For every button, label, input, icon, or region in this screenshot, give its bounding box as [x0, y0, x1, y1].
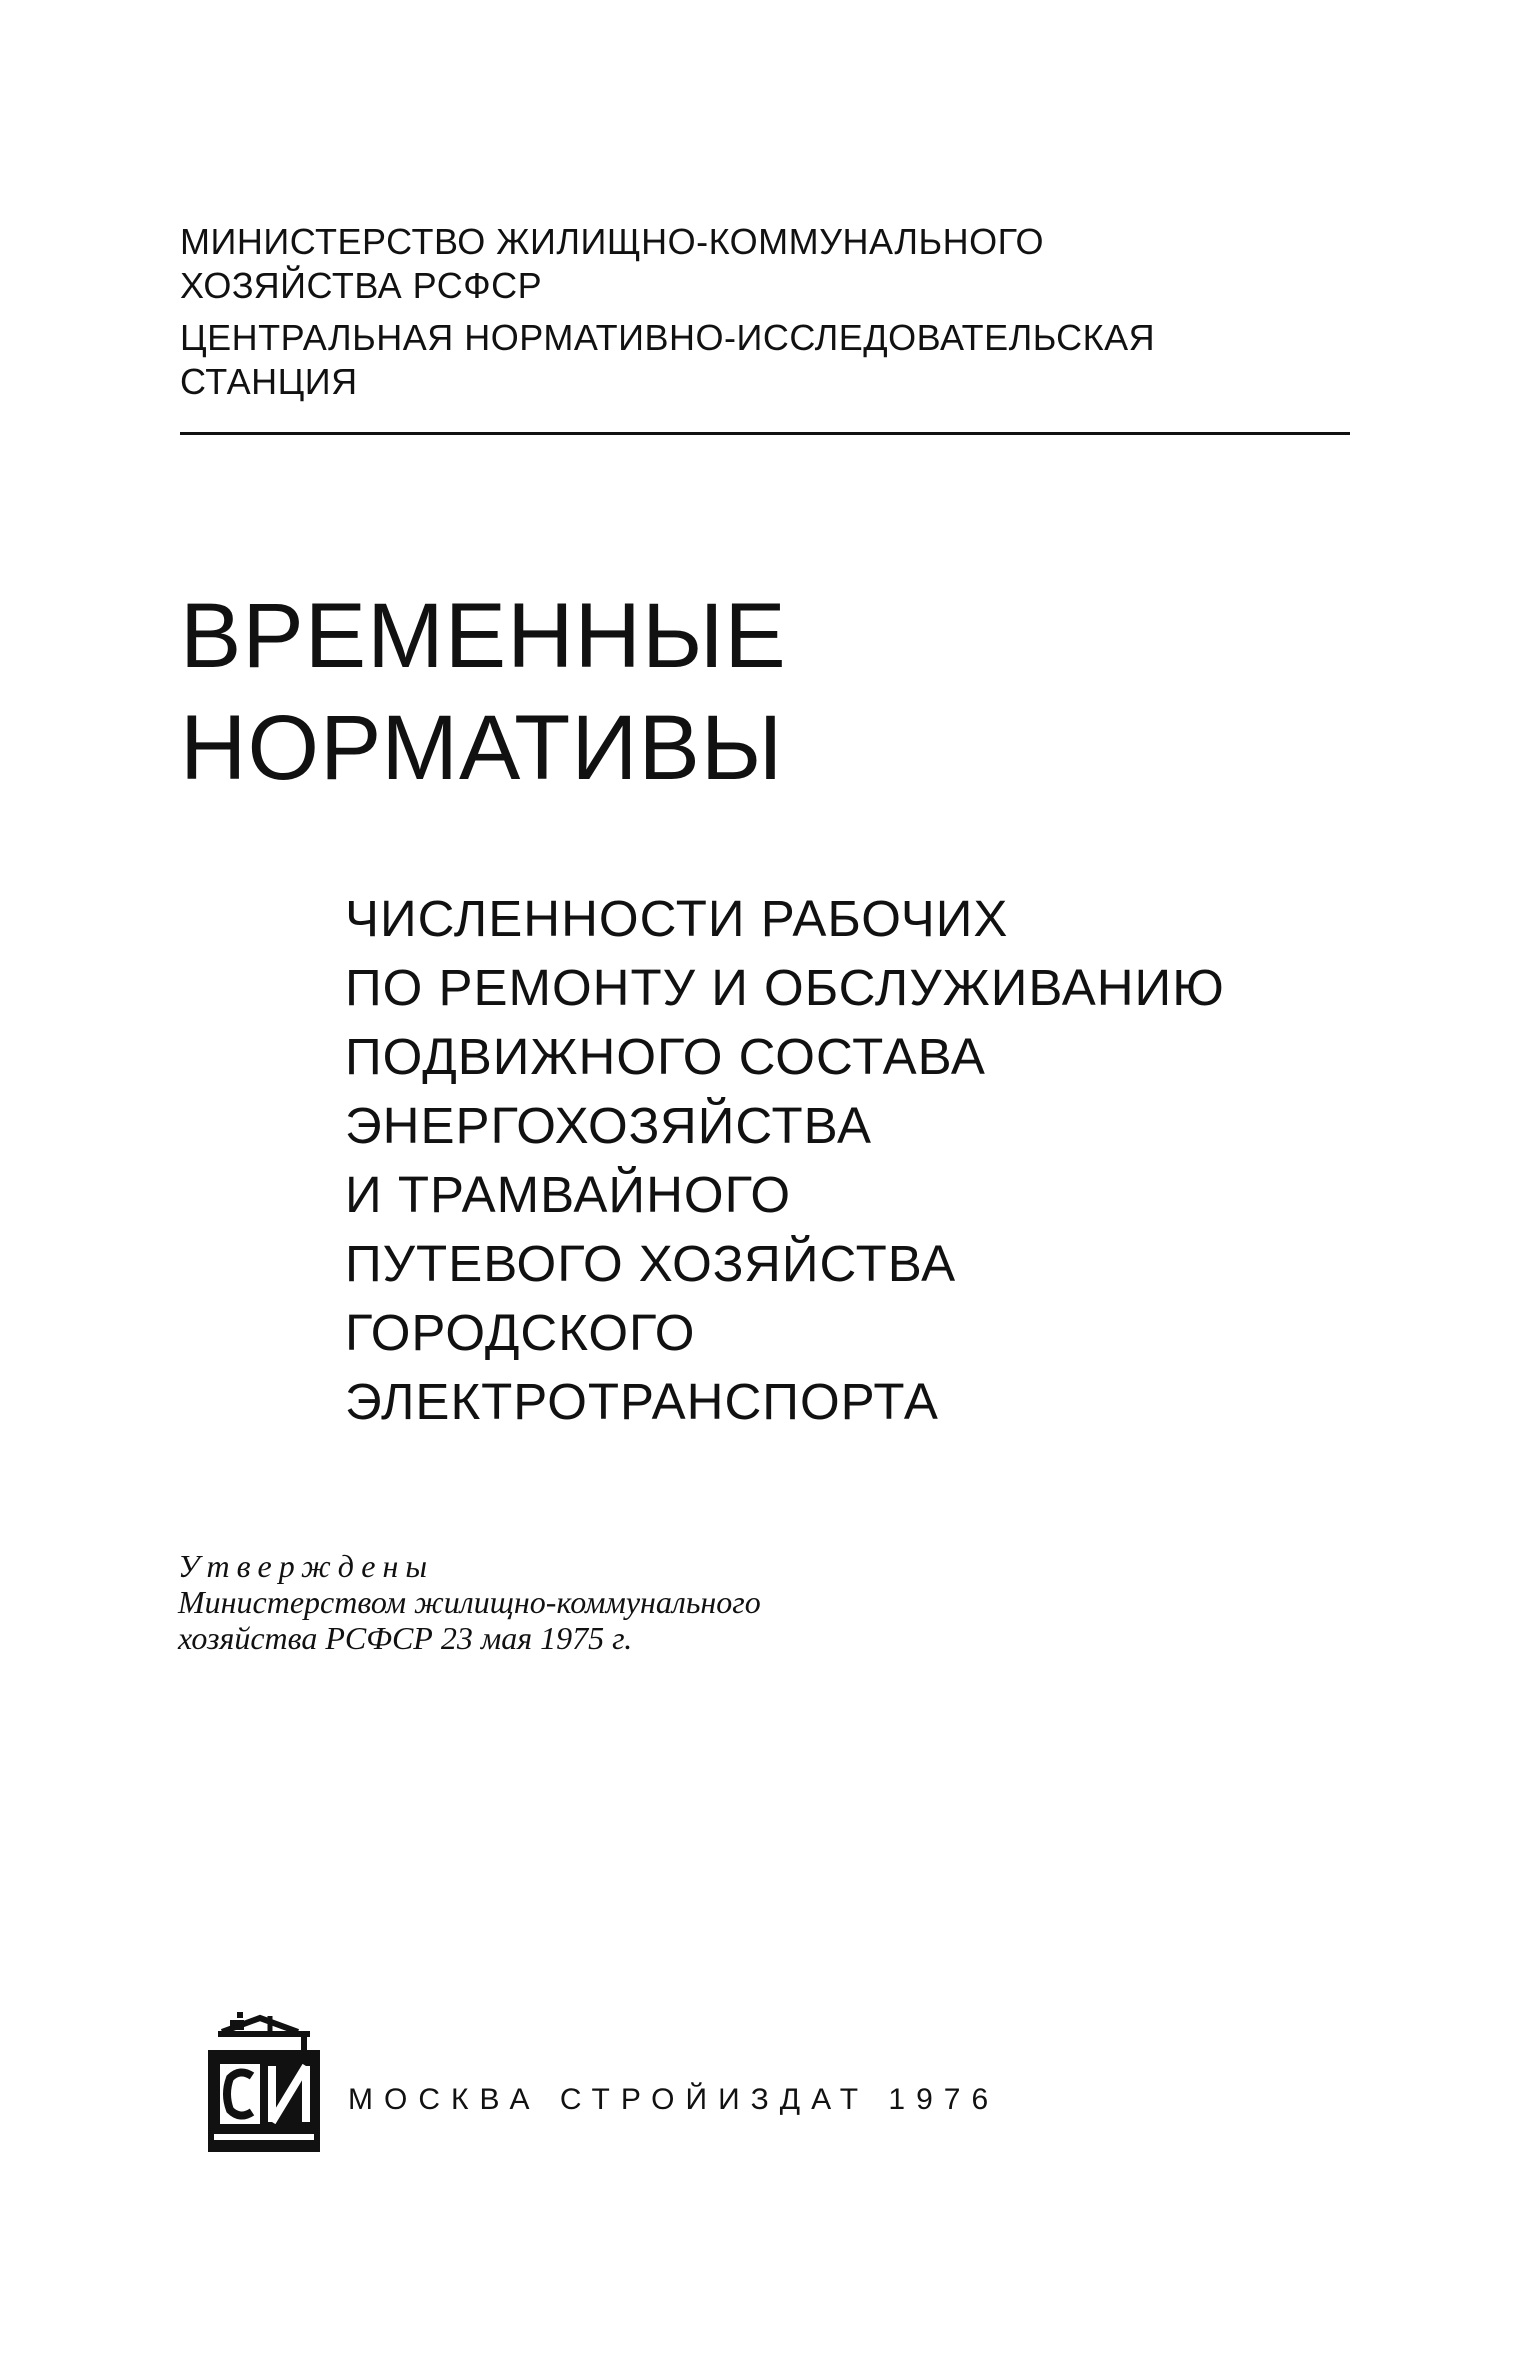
ministry-name [180, 220, 1350, 308]
subtitle-line: И ТРАМВАЙНОГО [345, 1166, 792, 1223]
subtitle-line: ЭЛЕКТРОТРАНСПОРТА [345, 1373, 939, 1430]
subtitle-line: ГОРОДСКОГО [345, 1304, 696, 1361]
subtitle-line: ПУТЕВОГО ХОЗЯЙСТВА [345, 1235, 957, 1292]
title-line: НОРМАТИВЫ [180, 697, 784, 799]
station-line: ЦЕНТРАЛЬНАЯ НОРМАТИВНО-ИССЛЕДОВАТЕЛЬСКАЯ [180, 317, 1156, 358]
station-name [180, 316, 1350, 404]
ministry-line: ХОЗЯЙСТВА РСФСР [180, 265, 543, 306]
issuing-organization [180, 220, 1350, 412]
publisher-imprint [200, 2010, 1100, 2160]
subtitle-line: ПО РЕМОНТУ И ОБСЛУЖИВАНИЮ [345, 959, 1225, 1016]
header-divider [180, 432, 1350, 435]
approval-line: хозяйства РСФСР 23 мая 1975 г. [178, 1620, 633, 1656]
document-subtitle [345, 884, 1225, 1436]
approval-line: Министерством жилищно-коммунального [178, 1584, 761, 1620]
stroyizdat-logo-icon [200, 2010, 328, 2160]
document-title [180, 580, 787, 804]
subtitle-line: ЭНЕРГОХОЗЯЙСТВА [345, 1097, 872, 1154]
title-line: ВРЕМЕННЫЕ [180, 585, 787, 687]
approval-note [178, 1548, 761, 1656]
imprint-text: МОСКВА СТРОЙИЗДАТ 1976 [348, 2083, 1000, 2116]
ministry-line: МИНИСТЕРСТВО ЖИЛИЩНО-КОММУНАЛЬНОГО [180, 221, 1045, 262]
station-line: СТАНЦИЯ [180, 361, 358, 402]
approval-heading: Утверждены [178, 1548, 435, 1584]
subtitle-line: ЧИСЛЕННОСТИ РАБОЧИХ [345, 890, 1009, 947]
subtitle-line: ПОДВИЖНОГО СОСТАВА [345, 1028, 986, 1085]
